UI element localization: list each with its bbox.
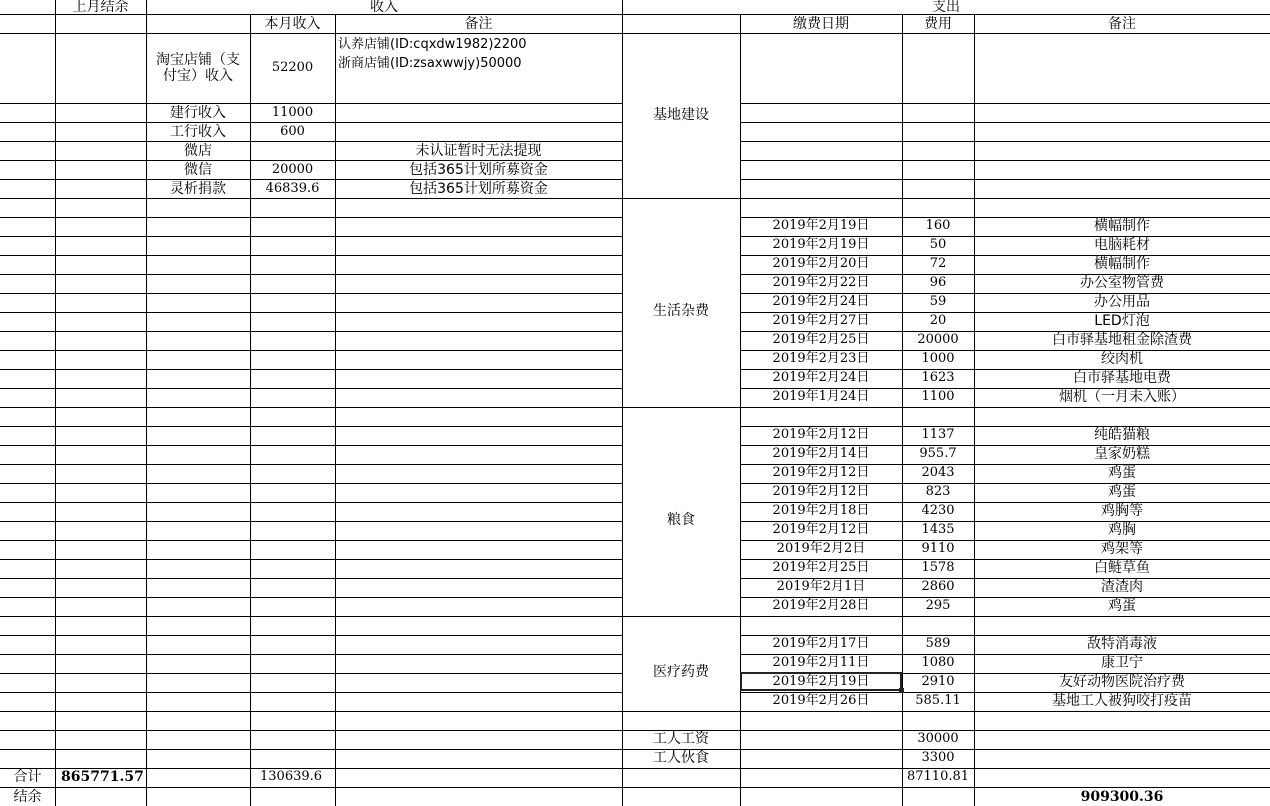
- income-row-label[interactable]: 微信: [184, 161, 212, 178]
- grid-h-line: [0, 521, 622, 522]
- expense-row-cost[interactable]: 1623: [921, 369, 955, 385]
- expense-row-note[interactable]: 鸡蛋: [1108, 483, 1136, 500]
- expense-row-cost[interactable]: 20000: [917, 331, 959, 347]
- expense-row-cost[interactable]: 1080: [921, 654, 955, 670]
- grid-h-line: [0, 654, 622, 655]
- header-prev-balance[interactable]: 上月结余: [72, 0, 129, 14]
- expense-row-note[interactable]: 皇家奶糕: [1094, 445, 1150, 462]
- expense-row-cost[interactable]: 4230: [921, 502, 955, 518]
- expense-category-meal[interactable]: 工人伙食: [653, 749, 709, 766]
- income-row-value[interactable]: 11000: [271, 104, 314, 120]
- expense-row-cost[interactable]: 59: [929, 293, 947, 309]
- total-expense[interactable]: 87110.81: [906, 769, 970, 784]
- expense-category-base[interactable]: 基地建设: [653, 107, 709, 123]
- expense-row-cost[interactable]: 9110: [921, 540, 955, 556]
- expense-row-note[interactable]: 友好动物医院治疗费: [1059, 673, 1185, 690]
- grid-h-line: [0, 483, 622, 484]
- grid-h-line: [0, 540, 622, 541]
- income-row-note[interactable]: [335, 103, 622, 122]
- income-taobao-note[interactable]: [335, 33, 622, 103]
- income-taobao-note-line-2: 浙商店铺(ID:zsaxwwjy)50000: [338, 56, 522, 71]
- grid-h-line: [0, 559, 622, 560]
- header-cost[interactable]: 费用: [924, 15, 952, 32]
- expense-row-date[interactable]: 2019年2月23日: [772, 350, 870, 366]
- grid-h-line: [0, 274, 622, 275]
- balance-label[interactable]: 结余: [13, 788, 42, 805]
- grid-h-line: [0, 692, 622, 693]
- income-taobao-label[interactable]: 淘宝店铺（支付宝）收入: [156, 52, 240, 84]
- expense-row-date[interactable]: 2019年2月17日: [772, 635, 870, 651]
- expense-row-date[interactable]: 2019年2月18日: [772, 502, 870, 518]
- grid-h-line: [0, 464, 622, 465]
- expense-row-note[interactable]: 鸡胸等: [1101, 502, 1143, 519]
- grid-h-line: [0, 236, 622, 237]
- expense-row-date[interactable]: 2019年2月24日: [772, 293, 870, 309]
- grid-h-line: [0, 255, 622, 256]
- header-monthly-income[interactable]: 本月收入: [264, 15, 321, 32]
- expense-row-date[interactable]: 2019年2月12日: [772, 464, 870, 480]
- income-row-value[interactable]: 20000: [271, 161, 314, 177]
- expense-row-date[interactable]: 2019年2月2日: [776, 540, 866, 556]
- expense-row-cost[interactable]: 1435: [921, 521, 955, 537]
- expense-row-note[interactable]: 电脑耗材: [1094, 236, 1150, 253]
- grid-h-line: [740, 160, 1270, 161]
- balance-value[interactable]: 909300.36: [1080, 788, 1164, 805]
- grid-h-line: [0, 369, 622, 370]
- expense-row-note[interactable]: 绞肉机: [1101, 350, 1143, 367]
- expense-row-note[interactable]: 办公室物管费: [1080, 274, 1164, 291]
- expense-row-cost[interactable]: 589: [925, 635, 951, 651]
- expense-row-note[interactable]: 横幅制作: [1094, 255, 1150, 272]
- grid-h-line: [0, 445, 622, 446]
- expense-row-date[interactable]: 2019年2月26日: [772, 692, 870, 708]
- expense-row-date[interactable]: 2019年2月14日: [772, 445, 870, 461]
- total-label[interactable]: 合计: [13, 769, 42, 785]
- expense-row-date[interactable]: 2019年2月1日: [776, 578, 866, 594]
- expense-row-cost[interactable]: 1000: [921, 350, 955, 366]
- income-row-note[interactable]: 未认证暂时无法提现: [415, 142, 542, 159]
- expense-category-living[interactable]: 生活杂费: [653, 303, 709, 319]
- grid-h-line: [0, 616, 1270, 617]
- income-row-label[interactable]: 灵析捐款: [170, 180, 226, 197]
- expense-row-note[interactable]: 横幅制作: [1094, 217, 1150, 234]
- expense-row-date[interactable]: 2019年2月24日: [772, 369, 870, 385]
- income-taobao-value[interactable]: 52200: [271, 60, 314, 75]
- grid-h-line: [0, 597, 622, 598]
- expense-row-date[interactable]: 2019年2月22日: [772, 274, 870, 290]
- expense-row-date[interactable]: 2019年2月12日: [772, 426, 870, 442]
- expense-meal-value[interactable]: 3300: [921, 749, 955, 765]
- grid-h-line: [0, 426, 622, 427]
- income-row-label[interactable]: 微店: [184, 142, 212, 159]
- grid-h-line: [0, 312, 622, 313]
- grid-h-line: [0, 578, 622, 579]
- expense-row-note[interactable]: 鸡胸: [1108, 521, 1136, 538]
- expense-row-cost[interactable]: 2043: [921, 464, 955, 480]
- total-income[interactable]: 130639.6: [260, 769, 323, 784]
- grid-h-line: [0, 711, 1270, 712]
- expense-row-note[interactable]: 鸡架等: [1101, 540, 1143, 557]
- expense-row-note[interactable]: 敌特消毒液: [1087, 635, 1157, 652]
- grid-h-line: [0, 407, 1270, 408]
- header-remark-expense[interactable]: 备注: [1108, 15, 1136, 32]
- expense-category-medical[interactable]: 医疗药费: [653, 664, 709, 680]
- expense-row-note[interactable]: 白鲢草鱼: [1094, 559, 1150, 576]
- expense-row-note[interactable]: 基地工人被狗咬打疫苗: [1052, 692, 1192, 709]
- income-row-value[interactable]: [250, 141, 335, 160]
- expense-row-date[interactable]: 2019年2月20日: [772, 255, 870, 271]
- expense-row-date[interactable]: 2019年2月19日: [772, 236, 870, 252]
- grid-h-line: [0, 502, 622, 503]
- grid-h-line: [0, 331, 622, 332]
- expense-row-note[interactable]: 鸡蛋: [1108, 597, 1136, 614]
- expense-row-cost[interactable]: 585.11: [915, 692, 961, 708]
- expense-row-date[interactable]: 2019年2月12日: [772, 483, 870, 499]
- header-expense[interactable]: 支出: [932, 0, 960, 14]
- expense-row-date[interactable]: 2019年1月24日: [772, 388, 870, 404]
- grid-h-line: [740, 103, 1270, 104]
- grid-h-line: [0, 350, 622, 351]
- expense-row-cost[interactable]: 823: [925, 483, 951, 499]
- header-pay-date[interactable]: 缴费日期: [793, 15, 849, 32]
- header-remark[interactable]: 备注: [464, 15, 493, 32]
- expense-row-date[interactable]: 2019年2月27日: [772, 312, 870, 328]
- expense-row-date[interactable]: 2019年2月28日: [772, 597, 870, 613]
- income-row-note[interactable]: 包括365计划所募资金: [409, 161, 548, 178]
- income-row-value[interactable]: 600: [280, 123, 305, 139]
- expense-row-cost[interactable]: 1100: [921, 388, 955, 404]
- header-income[interactable]: 收入: [370, 0, 398, 14]
- expense-category-wage[interactable]: 工人工资: [653, 730, 709, 747]
- income-row-note[interactable]: [335, 122, 622, 141]
- grid-h-line: [0, 198, 1270, 199]
- expense-row-cost[interactable]: 1578: [921, 559, 955, 575]
- expense-row-note[interactable]: 康卫宁: [1101, 654, 1143, 671]
- selected-cell[interactable]: 2019年2月19日: [740, 672, 902, 691]
- income-taobao-note-line-1: 认养店铺(ID:cqxdw1982)2200: [338, 37, 527, 52]
- grid-h-line: [0, 388, 622, 389]
- expense-wage-value[interactable]: 30000: [917, 730, 959, 746]
- expense-row-note[interactable]: 白市驿基地电费: [1073, 369, 1171, 386]
- expense-row-cost[interactable]: 72: [929, 255, 947, 271]
- total-prev-balance[interactable]: 865771.57: [61, 769, 144, 785]
- expense-row-cost[interactable]: 955.7: [919, 445, 957, 461]
- expense-row-note[interactable]: 纯皓猫粮: [1094, 426, 1150, 443]
- expense-row-cost[interactable]: 160: [925, 217, 951, 233]
- expense-row-note[interactable]: 渣渣肉: [1101, 578, 1143, 595]
- expense-row-date[interactable]: 2019年2月25日: [772, 559, 870, 575]
- expense-row-cost[interactable]: 20: [929, 312, 947, 328]
- grid-h-line: [0, 673, 622, 674]
- grid-h-line: [0, 635, 622, 636]
- expense-row-date[interactable]: 2019年2月11日: [772, 654, 870, 670]
- income-row-label[interactable]: 建行收入: [170, 104, 226, 121]
- expense-category-food[interactable]: 粮食: [667, 512, 695, 528]
- income-row-note[interactable]: 包括365计划所募资金: [409, 180, 548, 197]
- expense-row-date[interactable]: 2019年2月19日: [772, 217, 870, 233]
- expense-row-note[interactable]: 鸡蛋: [1108, 464, 1136, 481]
- expense-row-note[interactable]: 白市驿基地租金除渣费: [1052, 331, 1192, 348]
- expense-row-date[interactable]: 2019年2月25日: [772, 331, 870, 347]
- grid-h-line: [740, 122, 1270, 123]
- expense-row-note[interactable]: 烟机（一月未入账）: [1059, 388, 1185, 405]
- expense-row-cost[interactable]: 50: [929, 236, 947, 252]
- expense-row-cost[interactable]: 96: [929, 274, 947, 290]
- income-row-label[interactable]: 工行收入: [170, 123, 226, 140]
- grid-h-line: [0, 768, 1270, 769]
- grid-h-line: [0, 293, 622, 294]
- grid-h-line: [0, 217, 622, 218]
- expense-row-note[interactable]: LED灯泡: [1094, 312, 1150, 329]
- expense-row-cost[interactable]: 2860: [921, 578, 955, 594]
- grid-v-line: [55, 0, 56, 806]
- expense-row-note[interactable]: 办公用品: [1094, 293, 1150, 310]
- expense-row-cost[interactable]: 295: [925, 597, 951, 613]
- expense-row-cost[interactable]: 2910: [921, 673, 955, 689]
- income-row-value[interactable]: 46839.6: [265, 180, 320, 196]
- grid-h-line: [740, 141, 1270, 142]
- expense-row-cost[interactable]: 1137: [921, 426, 955, 442]
- expense-row-date[interactable]: 2019年2月12日: [772, 521, 870, 537]
- grid-h-line: [740, 179, 1270, 180]
